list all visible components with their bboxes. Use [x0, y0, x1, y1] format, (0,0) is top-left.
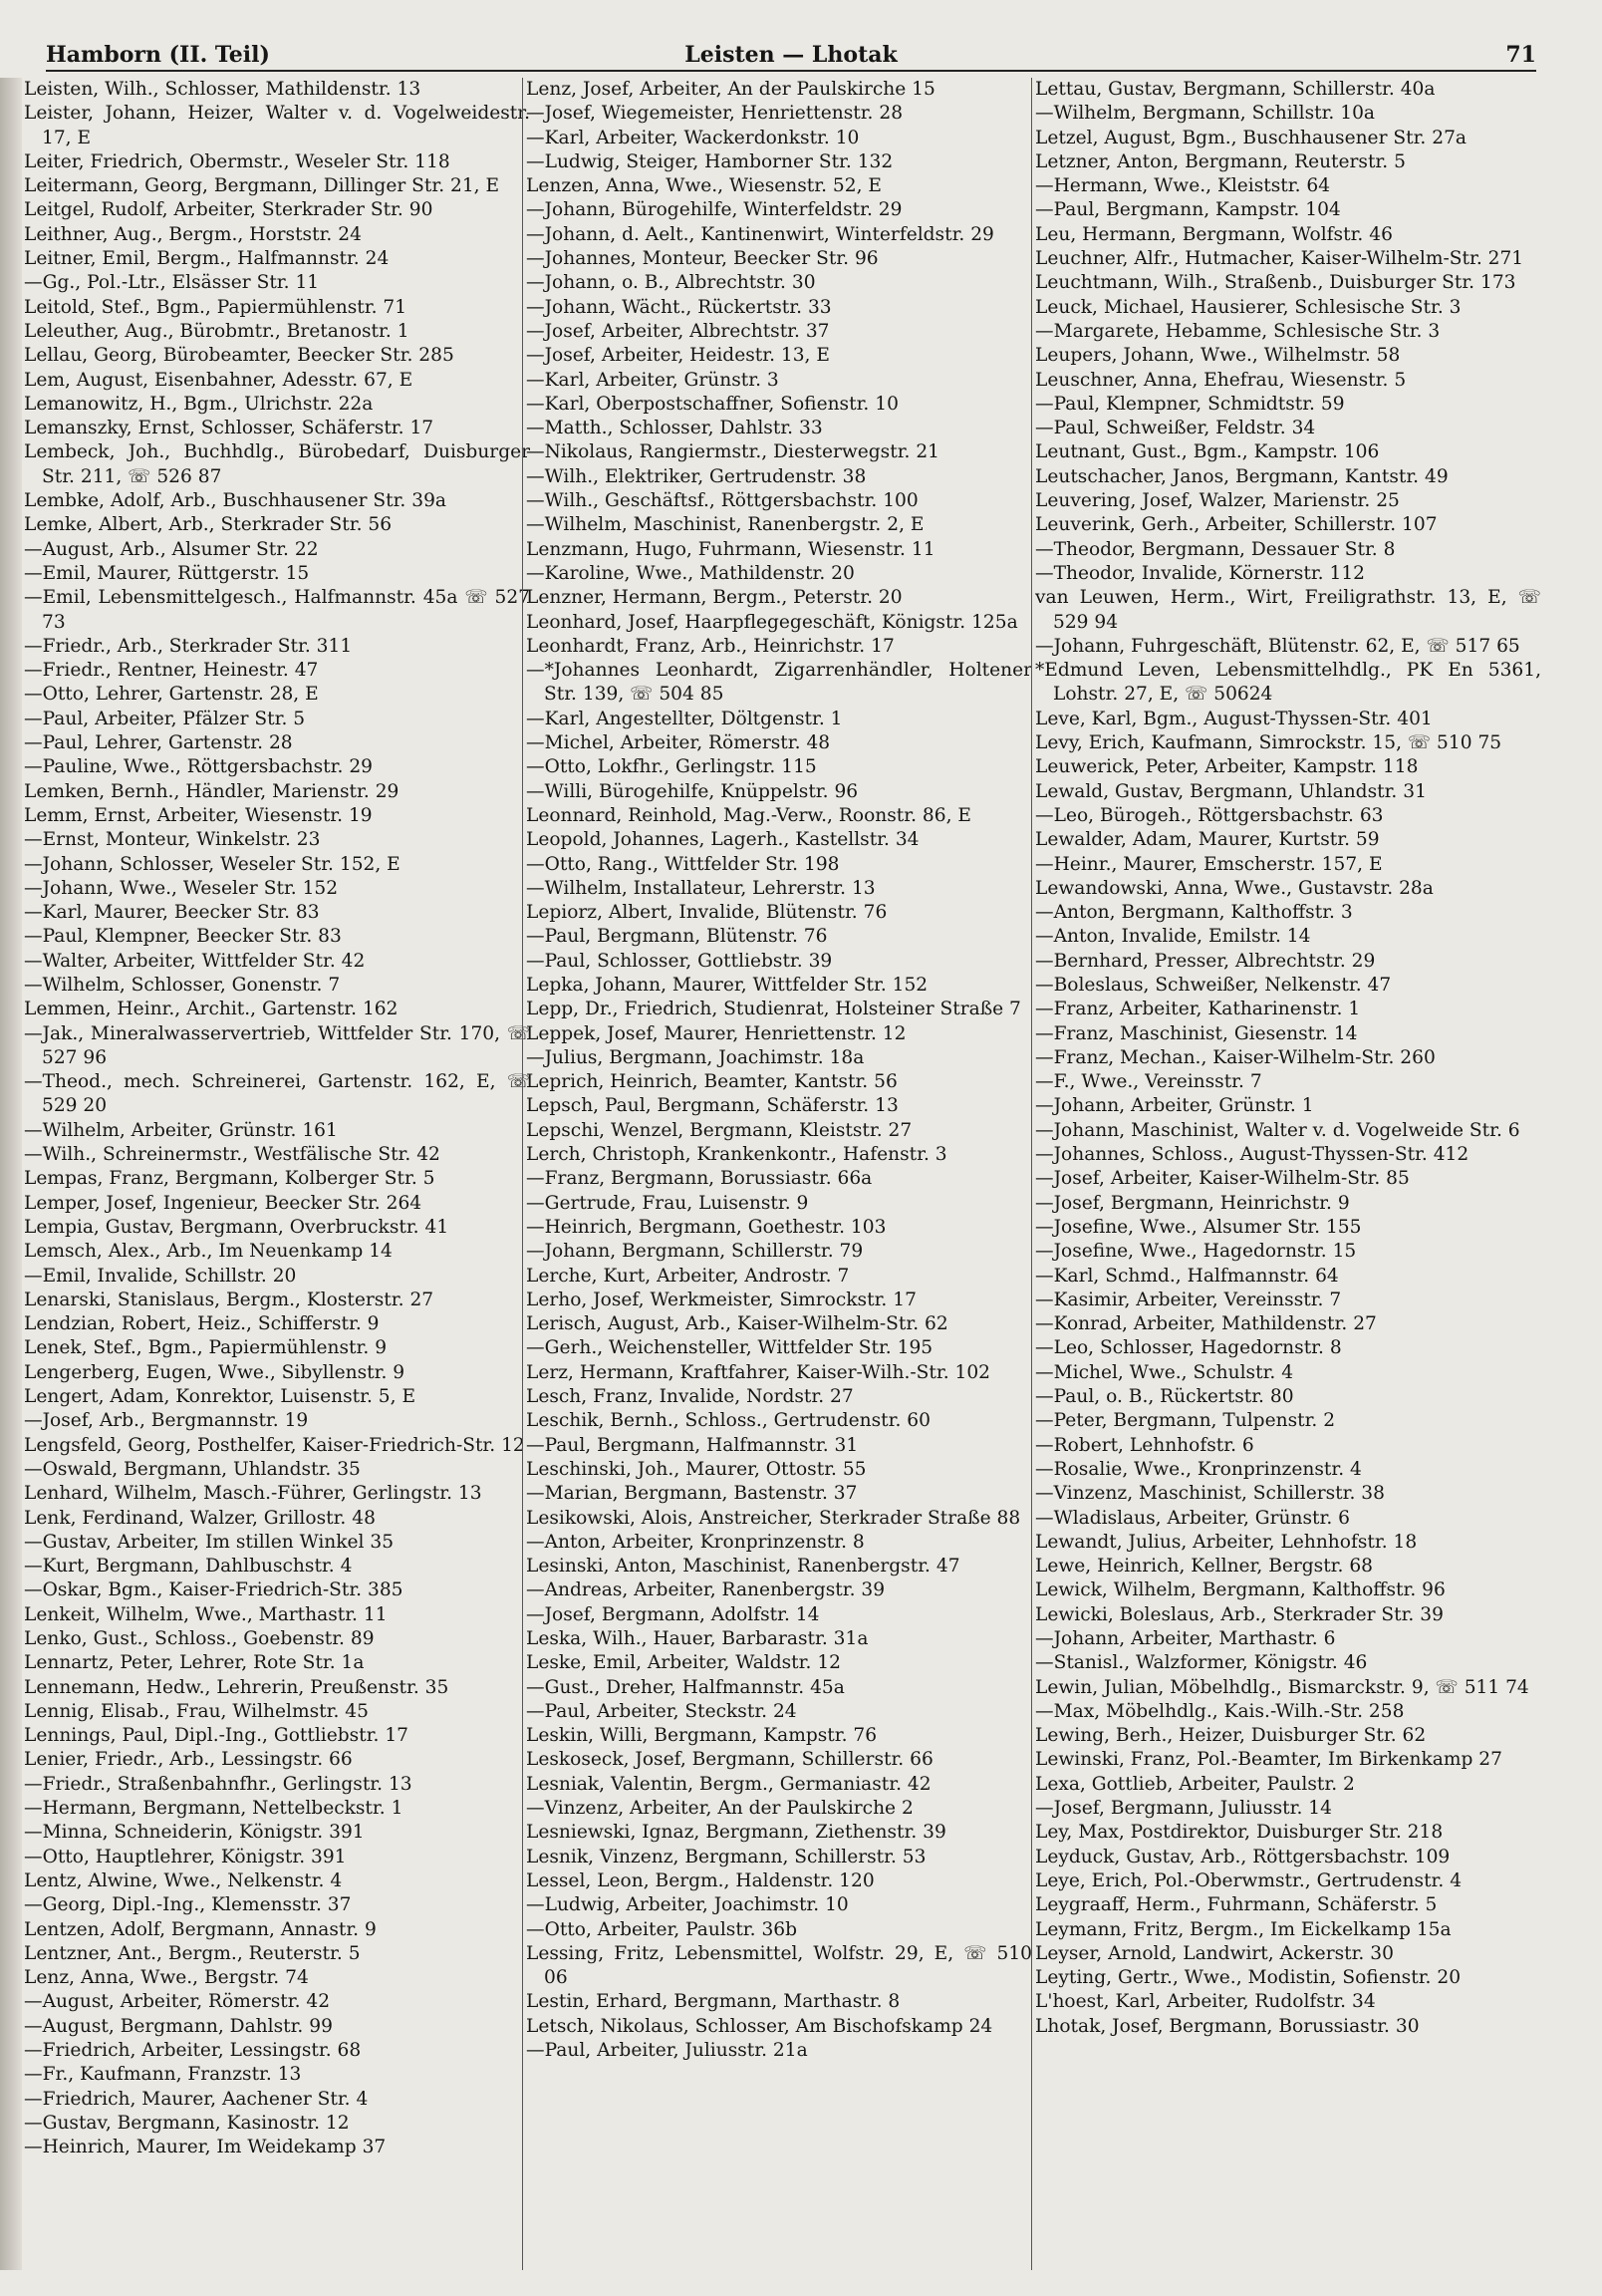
directory-entry: Lewin, Julian, Möbelhdlg., Bismarckstr. 9, ☏ 511 74 [1035, 1676, 1529, 1698]
directory-entry: —Rosalie, Wwe., Kronprinzenstr. 4 [1035, 1458, 1362, 1480]
directory-entry: Leschik, Bernh., Schloss., Gertrudenstr. 60 [526, 1410, 931, 1432]
directory-entry: —Vinzenz, Maschinist, Schillerstr. 38 [1035, 1483, 1385, 1505]
directory-entry: —Johann, Wwe., Weseler Str. 152 [24, 877, 339, 899]
directory-entry: —Anton, Bergmann, Kalthoffstr. 3 [1035, 902, 1353, 924]
directory-entry: Lenzmann, Hugo, Fuhrmann, Wiesenstr. 11 [526, 538, 935, 560]
directory-entry: Leuverink, Gerh., Arbeiter, Schillerstr. 107 [1035, 514, 1438, 536]
directory-entry: —Ernst, Monteur, Winkelstr. 23 [24, 829, 321, 851]
directory-entry: —Johannes, Monteur, Beecker Str. 96 [526, 248, 879, 270]
directory-entry: —August, Arb., Alsumer Str. 22 [24, 538, 319, 560]
directory-entry: —Wilh., Schreinermstr., Westfälische Str. 42 [24, 1144, 440, 1166]
directory-entry: Lesniak, Valentin, Bergm., Germaniastr. 42 [526, 1773, 932, 1795]
directory-entry: —Josefine, Wwe., Hagedornstr. 15 [1035, 1241, 1357, 1263]
directory-entry: Lenz, Anna, Wwe., Bergstr. 74 [24, 1967, 309, 1989]
header-name-range: Leisten — Lhotak [684, 42, 898, 68]
directory-entry: Ley, Max, Postdirektor, Duisburger Str. 218 [1035, 1822, 1444, 1844]
directory-entry: —Johann, d. Aelt., Kantinenwirt, Winterfeldstr. 29 [526, 223, 994, 245]
column-3 [1035, 78, 1541, 2270]
directory-entry: Lepka, Johann, Maurer, Wittfelder Str. 152 [526, 974, 929, 996]
directory-entry: Leygraaff, Herm., Fuhrmann, Schäferstr. 5 [1035, 1894, 1438, 1916]
directory-entry: —Ludwig, Steiger, Hamborner Str. 132 [526, 150, 894, 172]
binding-gutter [0, 78, 22, 2270]
directory-entry: —*Johannes Leonhardt, Zigarrenhändler, Holtener Str. 139, ☏ 504 85 [526, 660, 1032, 706]
directory-entry: Lerisch, August, Arb., Kaiser-Wilhelm-Str. 62 [526, 1313, 948, 1335]
directory-entry: Lemke, Albert, Arb., Sterkrader Str. 56 [24, 514, 393, 536]
directory-entry: —Gust., Dreher, Halfmannstr. 45a [526, 1676, 845, 1698]
directory-entry: —Oskar, Bgm., Kaiser-Friedrich-Str. 385 [24, 1579, 403, 1601]
directory-entry: Lentzner, Ant., Bergm., Reuterstr. 5 [24, 1942, 361, 1964]
directory-entry: Lewe, Heinrich, Kellner, Bergstr. 68 [1035, 1556, 1374, 1578]
directory-entry: L'hoest, Karl, Arbeiter, Rudolfstr. 34 [1035, 1991, 1376, 2013]
directory-entry: —Anton, Arbeiter, Kronprinzenstr. 8 [526, 1531, 865, 1553]
directory-entry: —Josefine, Wwe., Alsumer Str. 155 [1035, 1216, 1362, 1238]
directory-entry: van Leuwen, Herm., Wirt, Freiligrathstr. 13, E, ☏ 529 94 [1035, 587, 1541, 633]
directory-entry: Leuchtmann, Wilh., Straßenb., Duisburger Str. 173 [1035, 272, 1516, 294]
directory-entry: —Johann, Bürogehilfe, Winterfeldstr. 29 [526, 199, 903, 221]
directory-entry: Leuchner, Alfr., Hutmacher, Kaiser-Wilhelm-Str. 271 [1035, 248, 1524, 270]
directory-entry: —Josef, Arbeiter, Albrechtstr. 37 [526, 320, 830, 342]
directory-entry: Lettau, Gustav, Bergmann, Schillerstr. 40a [1035, 79, 1436, 100]
directory-entry: —Paul, Bergmann, Halfmannstr. 31 [526, 1434, 859, 1456]
directory-entry: —Willi, Bürogehilfe, Knüppelstr. 96 [526, 780, 859, 802]
directory-entry: —Friedr., Straßenbahnfhr., Gerlingstr. 13 [24, 1773, 412, 1795]
directory-entry: —Margarete, Hebamme, Schlesische Str. 3 [1035, 320, 1441, 342]
directory-entry: —Matth., Schlosser, Dahlstr. 33 [526, 418, 823, 439]
directory-entry: —Andreas, Arbeiter, Ranenbergstr. 39 [526, 1579, 886, 1601]
directory-entry: —Karl, Angestellter, Döltgenstr. 1 [526, 708, 843, 729]
directory-entry: —Paul, Lehrer, Gartenstr. 28 [24, 732, 293, 754]
directory-entry: —Otto, Arbeiter, Paulstr. 36b [526, 1918, 798, 1940]
directory-entry: Lemanowitz, H., Bgm., Ulrichstr. 22a [24, 393, 374, 415]
directory-entry: —Gg., Pol.-Ltr., Elsässer Str. 11 [24, 272, 320, 294]
directory-entry: —Gertrude, Frau, Luisenstr. 9 [526, 1192, 809, 1214]
directory-entry: Lesinski, Anton, Maschinist, Ranenbergstr. 47 [526, 1556, 960, 1578]
directory-entry: —Pauline, Wwe., Röttgersbachstr. 29 [24, 756, 373, 778]
directory-entry: —Emil, Invalide, Schillstr. 20 [24, 1265, 297, 1287]
directory-entry: —Georg, Dipl.-Ing., Klemensstr. 37 [24, 1894, 352, 1916]
directory-entry: Lerche, Kurt, Arbeiter, Androstr. 7 [526, 1265, 850, 1287]
directory-entry: —Paul, Klempner, Beecker Str. 83 [24, 926, 342, 948]
directory-entry: —Paul, Arbeiter, Pfälzer Str. 5 [24, 708, 306, 729]
directory-entry: Lewald, Gustav, Bergmann, Uhlandstr. 31 [1035, 780, 1427, 802]
directory-entry: —Konrad, Arbeiter, Mathildenstr. 27 [1035, 1313, 1377, 1335]
directory-entry: Lem, August, Eisenbahner, Adesstr. 67, E [24, 369, 413, 391]
directory-entry: —Friedr., Arb., Sterkrader Str. 311 [24, 635, 353, 657]
directory-entry: —Johann, Wächt., Rückertstr. 33 [526, 296, 832, 318]
directory-entry: Lempia, Gustav, Bergmann, Overbruckstr. 41 [24, 1216, 449, 1238]
directory-entry: Lemken, Bernh., Händler, Marienstr. 29 [24, 780, 400, 802]
directory-entry: —Otto, Lehrer, Gartenstr. 28, E [24, 684, 319, 706]
directory-entry: Lellau, Georg, Bürobeamter, Beecker Str. 285 [24, 345, 454, 367]
directory-entry: —Minna, Schneiderin, Königstr. 391 [24, 1822, 365, 1844]
directory-entry: —Franz, Arbeiter, Katharinenstr. 1 [1035, 999, 1361, 1020]
directory-entry: —Anton, Invalide, Emilstr. 14 [1035, 926, 1311, 948]
directory-entry: Leithner, Aug., Bergm., Horststr. 24 [24, 223, 362, 245]
directory-entry: —Hermann, Wwe., Kleiststr. 64 [1035, 175, 1331, 197]
directory-entry: —Michel, Wwe., Schulstr. 4 [1035, 1361, 1294, 1383]
directory-entry: Leprich, Heinrich, Beamter, Kantstr. 56 [526, 1071, 898, 1093]
directory-entry: Lepsch, Paul, Bergmann, Schäferstr. 13 [526, 1095, 899, 1117]
directory-entry: —Theodor, Bergmann, Dessauer Str. 8 [1035, 538, 1396, 560]
directory-entry: Lenarski, Stanislaus, Bergm., Klosterstr. 27 [24, 1289, 434, 1310]
directory-entry: Lennings, Paul, Dipl.-Ing., Gottliebstr. 17 [24, 1725, 408, 1747]
directory-entry: —Josef, Arbeiter, Kaiser-Wilhelm-Str. 85 [1035, 1168, 1410, 1190]
directory-entry: —Josef, Bergmann, Juliusstr. 14 [1035, 1798, 1332, 1820]
directory-entry: Leske, Emil, Arbeiter, Waldstr. 12 [526, 1652, 841, 1674]
directory-entry: —Gustav, Bergmann, Kasinostr. 12 [24, 2112, 350, 2134]
directory-entry: —August, Bergmann, Dahlstr. 99 [24, 2015, 333, 2037]
directory-entry: Leymann, Fritz, Bergm., Im Eickelkamp 15a [1035, 1918, 1452, 1940]
directory-entry: Lentz, Alwine, Wwe., Nelkenstr. 4 [24, 1869, 343, 1891]
column-1 [24, 78, 530, 2270]
directory-entry: Lepschi, Wenzel, Bergmann, Kleiststr. 27 [526, 1119, 913, 1141]
directory-entry: Leutnant, Gust., Bgm., Kampstr. 106 [1035, 441, 1380, 463]
directory-entry: Lepp, Dr., Friedrich, Studienrat, Holsteiner Straße 7 [526, 999, 1021, 1020]
directory-entry: —Johann, Schlosser, Weseler Str. 152, E [24, 853, 400, 875]
directory-entry: Lessel, Leon, Bergm., Haldenstr. 120 [526, 1869, 875, 1891]
directory-entry: —Heinrich, Maurer, Im Weidekamp 37 [24, 2137, 387, 2158]
directory-entry: —Fr., Kaufmann, Franzstr. 13 [24, 2064, 302, 2086]
directory-entry: Lhotak, Josef, Bergmann, Borussiastr. 30 [1035, 2015, 1420, 2037]
directory-entry: Leonnard, Reinhold, Mag.-Verw., Roonstr. 86, E [526, 804, 971, 826]
directory-entry: Lesniewski, Ignaz, Bergmann, Ziethenstr. 39 [526, 1822, 946, 1844]
directory-entry: —Johann, Fuhrgeschäft, Blütenstr. 62, E, ☏ 517 65 [1035, 635, 1520, 657]
directory-entry: —Johann, Arbeiter, Grünstr. 1 [1035, 1095, 1314, 1117]
directory-entry: Lenk, Ferdinand, Walzer, Grillostr. 48 [24, 1507, 376, 1529]
directory-entry: Lessing, Fritz, Lebensmittel, Wolfstr. 29, E, ☏ 510 06 [526, 1942, 1032, 1989]
directory-entry: —Kasimir, Arbeiter, Vereinsstr. 7 [1035, 1289, 1342, 1310]
directory-entry: Lewalder, Adam, Maurer, Kurtstr. 59 [1035, 829, 1380, 851]
directory-entry: Lerz, Hermann, Kraftfahrer, Kaiser-Wilh.-Str. 102 [526, 1361, 991, 1383]
directory-entry: Lempas, Franz, Bergmann, Kolberger Str. 5 [24, 1168, 435, 1190]
directory-entry: Leskoseck, Josef, Bergmann, Schillerstr. 66 [526, 1749, 934, 1771]
directory-entry: —August, Arbeiter, Römerstr. 42 [24, 1991, 331, 2013]
directory-entry: —Karl, Schmd., Halfmannstr. 64 [1035, 1265, 1339, 1287]
directory-entry: —Theodor, Invalide, Körnerstr. 112 [1035, 562, 1365, 584]
directory-entry: Letzner, Anton, Bergmann, Reuterstr. 5 [1035, 150, 1406, 172]
directory-entry: —Robert, Lehnhofstr. 6 [1035, 1434, 1254, 1456]
directory-entry: —Friedrich, Arbeiter, Lessingstr. 68 [24, 2040, 362, 2062]
page-header [46, 40, 1536, 70]
directory-entry: —Franz, Bergmann, Borussiastr. 66a [526, 1168, 873, 1190]
directory-entry: Lennartz, Peter, Lehrer, Rote Str. 1a [24, 1652, 365, 1674]
directory-entry: Lennemann, Hedw., Lehrerin, Preußenstr. 35 [24, 1676, 449, 1698]
directory-entry: —Karl, Arbeiter, Wackerdonkstr. 10 [526, 127, 860, 148]
directory-entry: —Wladislaus, Arbeiter, Grünstr. 6 [1035, 1507, 1351, 1529]
directory-entry: —Karoline, Wwe., Mathildenstr. 20 [526, 562, 855, 584]
directory-entry: Lenier, Friedr., Arb., Lessingstr. 66 [24, 1749, 353, 1771]
directory-entry: —Peter, Bergmann, Tulpenstr. 2 [1035, 1410, 1336, 1432]
directory-entry: —Johann, Maschinist, Walter v. d. Vogelweide Str. 6 [1035, 1119, 1520, 1141]
directory-entry: —Stanisl., Walzformer, Königstr. 46 [1035, 1652, 1368, 1674]
directory-entry: Lenz, Josef, Arbeiter, An der Paulskirche 15 [526, 79, 935, 100]
directory-entry: Lepiorz, Albert, Invalide, Blütenstr. 76 [526, 902, 888, 924]
directory-entry: —Michel, Arbeiter, Römerstr. 48 [526, 732, 831, 754]
directory-entry: —Walter, Arbeiter, Wittfelder Str. 42 [24, 950, 366, 972]
directory-entry: Lemmen, Heinr., Archit., Gartenstr. 162 [24, 999, 399, 1020]
directory-entry: Lengsfeld, Georg, Posthelfer, Kaiser-Friedrich-Str. 12 [24, 1434, 525, 1456]
directory-entry: —Julius, Bergmann, Joachimstr. 18a [526, 1046, 865, 1068]
directory-entry: Leitgel, Rudolf, Arbeiter, Sterkrader Str. 90 [24, 199, 433, 221]
directory-entry: —Paul, Klempner, Schmidtstr. 59 [1035, 393, 1345, 415]
directory-entry: —Heinrich, Bergmann, Goethestr. 103 [526, 1216, 887, 1238]
directory-entry: —Wilhelm, Installateur, Lehrerstr. 13 [526, 877, 876, 899]
directory-entry: Lenzen, Anna, Wwe., Wiesenstr. 52, E [526, 175, 882, 197]
directory-entry: —Jak., Mineralwasservertrieb, Wittfelder Str. 170, ☏ 527 96 [24, 1022, 530, 1068]
directory-entry: Leppek, Josef, Maurer, Henriettenstr. 12 [526, 1022, 907, 1044]
directory-entry: —Josef, Arb., Bergmannstr. 19 [24, 1410, 309, 1432]
page-number: 71 [1505, 42, 1536, 68]
directory-entry: —Otto, Rang., Wittfelder Str. 198 [526, 853, 840, 875]
directory-entry: —Paul, Bergmann, Kampstr. 104 [1035, 199, 1341, 221]
directory-entry: —Marian, Bergmann, Bastenstr. 37 [526, 1483, 858, 1505]
directory-entry: Lenko, Gust., Schloss., Goebenstr. 89 [24, 1628, 375, 1649]
directory-entry: Lenkeit, Wilhelm, Wwe., Marthastr. 11 [24, 1603, 388, 1625]
directory-entry: Leister, Johann, Heizer, Walter v. d. Vogelweidestr. 17, E [24, 103, 530, 148]
directory-entry: Lembeck, Joh., Buchhdlg., Bürobedarf, Duisburger Str. 211, ☏ 526 87 [24, 441, 530, 487]
directory-entry: —Nikolaus, Rangiermstr., Diesterwegstr. 21 [526, 441, 940, 463]
directory-entry: —Leo, Bürogeh., Röttgersbachstr. 63 [1035, 804, 1384, 826]
directory-entry: —Oswald, Bergmann, Uhlandstr. 35 [24, 1458, 361, 1480]
directory-entry: —Karl, Maurer, Beecker Str. 83 [24, 902, 320, 924]
directory-entry: —Wilhelm, Bergmann, Schillstr. 10a [1035, 103, 1375, 125]
directory-entry: Lerho, Josef, Werkmeister, Simrockstr. 17 [526, 1289, 917, 1310]
header-section-title: Hamborn (II. Teil) [46, 42, 270, 68]
directory-entry: Leyduck, Gustav, Arb., Röttgersbachstr. 109 [1035, 1846, 1451, 1867]
directory-entry: —Gustav, Arbeiter, Im stillen Winkel 35 [24, 1531, 395, 1553]
directory-entry: —Emil, Maurer, Rüttgerstr. 15 [24, 562, 310, 584]
directory-entry: Lenhard, Wilhelm, Masch.-Führer, Gerlingstr. 13 [24, 1483, 482, 1505]
directory-entry: Letsch, Nikolaus, Schlosser, Am Bischofskamp 24 [526, 2015, 993, 2037]
directory-entry: Lesch, Franz, Invalide, Nordstr. 27 [526, 1386, 854, 1408]
directory-entry: Levy, Erich, Kaufmann, Simrockstr. 15, ☏ 510 75 [1035, 732, 1502, 754]
directory-entry: Leitold, Stef., Bgm., Papiermühlenstr. 71 [24, 296, 407, 318]
directory-entry: —Otto, Lokfhr., Gerlingstr. 115 [526, 756, 817, 778]
directory-entry: Lemanszky, Ernst, Schlosser, Schäferstr. 17 [24, 418, 434, 439]
directory-entry: Leopold, Johannes, Lagerh., Kastellstr. 34 [526, 829, 920, 851]
directory-entry: —Paul, Arbeiter, Steckstr. 24 [526, 1700, 797, 1722]
column-2 [526, 78, 1032, 2270]
directory-entry: —Wilhelm, Maschinist, Ranenbergstr. 2, E [526, 514, 925, 536]
directory-entry: —Josef, Arbeiter, Heidestr. 13, E [526, 345, 830, 367]
directory-entry: Lemper, Josef, Ingenieur, Beecker Str. 264 [24, 1192, 422, 1214]
directory-entry: Lerch, Christoph, Krankenkontr., Hafenstr. 3 [526, 1144, 947, 1166]
directory-entry: Lewandowski, Anna, Wwe., Gustavstr. 28a [1035, 877, 1434, 899]
directory-entry: Lewandt, Julius, Arbeiter, Lehnhofstr. 18 [1035, 1531, 1418, 1553]
directory-entry: —Otto, Hauptlehrer, Königstr. 391 [24, 1846, 347, 1867]
directory-entry: —Kurt, Bergmann, Dahlbuschstr. 4 [24, 1556, 353, 1578]
directory-entry: Leu, Hermann, Bergmann, Wolfstr. 46 [1035, 223, 1393, 245]
directory-entry: Leve, Karl, Bgm., August-Thyssen-Str. 401 [1035, 708, 1433, 729]
directory-entry: Leonhardt, Franz, Arb., Heinrichstr. 17 [526, 635, 895, 657]
directory-entry: —Friedr., Rentner, Heinestr. 47 [24, 660, 319, 682]
directory-entry: Leuck, Michael, Hausierer, Schlesische Str. 3 [1035, 296, 1462, 318]
directory-entry: Leiter, Friedrich, Obermstr., Weseler Str. 118 [24, 150, 450, 172]
directory-entry: —Gerh., Weichensteller, Wittfelder Str. 195 [526, 1337, 934, 1359]
directory-entry: Leuschner, Anna, Ehefrau, Wiesenstr. 5 [1035, 369, 1407, 391]
directory-entry: —Josef, Bergmann, Adolfstr. 14 [526, 1603, 820, 1625]
directory-entry: —Paul, Arbeiter, Juliusstr. 21a [526, 2040, 808, 2062]
directory-entry: —Heinr., Maurer, Emscherstr. 157, E [1035, 853, 1383, 875]
directory-entry: —Wilh., Elektriker, Gertrudenstr. 38 [526, 465, 867, 487]
directory-entry: Lentzen, Adolf, Bergmann, Annastr. 9 [24, 1918, 377, 1940]
directory-entry: —Leo, Schlosser, Hagedornstr. 8 [1035, 1337, 1342, 1359]
directory-entry: —Wilh., Geschäftsf., Röttgersbachstr. 100 [526, 490, 919, 512]
directory-entry: Lewicki, Boleslaus, Arb., Sterkrader Str. 39 [1035, 1603, 1444, 1625]
directory-entry: Lemm, Ernst, Arbeiter, Wiesenstr. 19 [24, 804, 373, 826]
header-rule [46, 70, 1536, 72]
directory-entry: —Josef, Bergmann, Heinrichstr. 9 [1035, 1192, 1350, 1214]
directory-entry: Lenek, Stef., Bgm., Papiermühlenstr. 9 [24, 1337, 388, 1359]
directory-entry: —Emil, Lebensmittelgesch., Halfmannstr. 45a ☏ 527 73 [24, 587, 530, 633]
directory-entry: —Paul, Schlosser, Gottliebstr. 39 [526, 950, 833, 972]
directory-entry: Leyser, Arnold, Landwirt, Ackerstr. 30 [1035, 1942, 1394, 1964]
directory-entry: —Josef, Wiegemeister, Henriettenstr. 28 [526, 103, 904, 125]
directory-entry: Leye, Erich, Pol.-Oberwmstr., Gertrudenstr. 4 [1035, 1869, 1463, 1891]
directory-entry: —Boleslaus, Schweißer, Nelkenstr. 47 [1035, 974, 1392, 996]
directory-entry: Leonhard, Josef, Haarpflegegeschäft, Königstr. 125a [526, 611, 1018, 633]
directory-entry: —Franz, Mechan., Kaiser-Wilhelm-Str. 260 [1035, 1046, 1436, 1068]
directory-entry: —Wilhelm, Arbeiter, Grünstr. 161 [24, 1119, 338, 1141]
directory-entry: Letzel, August, Bgm., Buschhausener Str. 27a [1035, 127, 1467, 148]
directory-entry: —Paul, o. B., Rückertstr. 80 [1035, 1386, 1294, 1408]
directory-entry: Lexa, Gottlieb, Arbeiter, Paulstr. 2 [1035, 1773, 1355, 1795]
directory-entry: Leyting, Gertr., Wwe., Modistin, Sofienstr. 20 [1035, 1967, 1462, 1989]
directory-entry: —Johann, Bergmann, Schillerstr. 79 [526, 1241, 864, 1263]
directory-entry: Lesnik, Vinzenz, Bergmann, Schillerstr. 53 [526, 1846, 927, 1867]
directory-entry: —Wilhelm, Schlosser, Gonenstr. 7 [24, 974, 341, 996]
directory-entry: Lewing, Berh., Heizer, Duisburger Str. 62 [1035, 1725, 1427, 1747]
directory-entry: Leuwerick, Peter, Arbeiter, Kampstr. 118 [1035, 756, 1419, 778]
directory-entry: Leskin, Willi, Bergmann, Kampstr. 76 [526, 1725, 878, 1747]
directory-entry: Lendzian, Robert, Heiz., Schifferstr. 9 [24, 1313, 380, 1335]
directory-entry: —Paul, Bergmann, Blütenstr. 76 [526, 926, 828, 948]
directory-entry: Lembke, Adolf, Arb., Buschhausener Str. 39a [24, 490, 446, 512]
directory-entry: Leupers, Johann, Wwe., Wilhelmstr. 58 [1035, 345, 1401, 367]
directory-entry: Lengert, Adam, Konrektor, Luisenstr. 5, E [24, 1386, 416, 1408]
directory-entry: Leska, Wilh., Hauer, Barbarastr. 31a [526, 1628, 869, 1649]
directory-entry: —Karl, Oberpostschaffner, Sofienstr. 10 [526, 393, 899, 415]
directory-entry: Leuvering, Josef, Walzer, Marienstr. 25 [1035, 490, 1400, 512]
directory-entry: Leleuther, Aug., Bürobmtr., Bretanostr. 1 [24, 320, 409, 342]
directory-entry: Lewick, Wilhelm, Bergmann, Kalthoffstr. 96 [1035, 1579, 1446, 1601]
directory-entry: —Paul, Schweißer, Feldstr. 34 [1035, 418, 1316, 439]
directory-entry: —Johannes, Schloss., August-Thyssen-Str. 412 [1035, 1144, 1469, 1166]
directory-entry: Leisten, Wilh., Schlosser, Mathildenstr. 13 [24, 79, 421, 100]
directory-entry: Lengerberg, Eugen, Wwe., Sibyllenstr. 9 [24, 1361, 405, 1383]
directory-entry: —Johann, Arbeiter, Marthastr. 6 [1035, 1628, 1336, 1649]
directory-entry: —Theod., mech. Schreinerei, Gartenstr. 162, E, ☏ 529 20 [24, 1071, 530, 1117]
directory-entry: —Friedrich, Maurer, Aachener Str. 4 [24, 2088, 369, 2110]
directory-entry: —Vinzenz, Arbeiter, An der Paulskirche 2 [526, 1798, 914, 1820]
directory-entry: —Johann, o. B., Albrechtstr. 30 [526, 272, 816, 294]
directory-entry: Leitner, Emil, Bergm., Halfmannstr. 24 [24, 248, 390, 270]
directory-entry: Lestin, Erhard, Bergmann, Marthastr. 8 [526, 1991, 901, 2013]
directory-entry: Leutschacher, Janos, Bergmann, Kantstr. 49 [1035, 465, 1449, 487]
directory-entry: *Edmund Leven, Lebensmittelhdlg., PK En 5361, Lohstr. 27, E, ☏ 50624 [1035, 660, 1541, 706]
directory-entry: —F., Wwe., Vereinsstr. 7 [1035, 1071, 1262, 1093]
directory-entry: Lemsch, Alex., Arb., Im Neuenkamp 14 [24, 1241, 393, 1263]
directory-entry: —Bernhard, Presser, Albrechtstr. 29 [1035, 950, 1376, 972]
directory-entry: —Max, Möbelhdlg., Kais.-Wilh.-Str. 258 [1035, 1700, 1405, 1722]
directory-entry: —Ludwig, Arbeiter, Joachimstr. 10 [526, 1894, 849, 1916]
directory-entry: Leschinski, Joh., Maurer, Ottostr. 55 [526, 1458, 867, 1480]
directory-entry: —Franz, Maschinist, Giesenstr. 14 [1035, 1022, 1358, 1044]
directory-entry: Lesikowski, Alois, Anstreicher, Sterkrader Straße 88 [526, 1507, 1021, 1529]
directory-entry: Leitermann, Georg, Bergmann, Dillinger Str. 21, E [24, 175, 500, 197]
directory-entry: Lenzner, Hermann, Bergm., Peterstr. 20 [526, 587, 903, 609]
directory-entry: Lewinski, Franz, Pol.-Beamter, Im Birkenkamp 27 [1035, 1749, 1502, 1771]
column-divider [522, 78, 523, 2270]
column-divider [1031, 78, 1032, 2270]
directory-entry: —Karl, Arbeiter, Grünstr. 3 [526, 369, 779, 391]
directory-entry: Lennig, Elisab., Frau, Wilhelmstr. 45 [24, 1700, 369, 1722]
directory-entry: —Hermann, Bergmann, Nettelbeckstr. 1 [24, 1798, 403, 1820]
